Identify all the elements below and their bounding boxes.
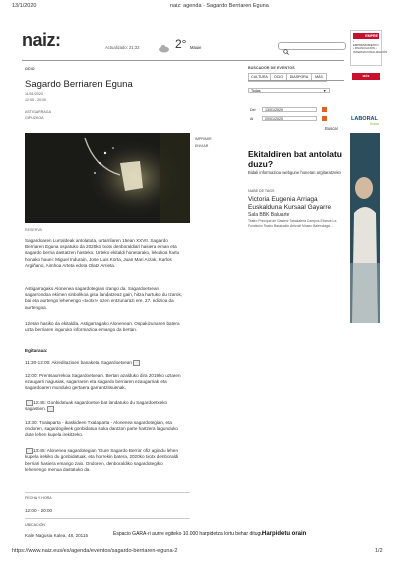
paragraph-2: Astigarragako Alonenea sagardotegian izango da. Sagardoetxean sagarrondoa ekimen sinbolikoa gisa landatzeaz gain, hitza hartuko du Izarok, bai eta aurtengo lehenengo «txotx!» ozen entzunarazi ere. 27. edizioa da aurtengoa. [25, 286, 183, 310]
ubicacion-label: UBICACIÓN [25, 523, 45, 527]
search-button[interactable]: Buscar [325, 126, 339, 131]
program-item: 11:30-12:00: Akreditazioen banaketa Sagardoetxean [25, 360, 185, 366]
ad-laboral-kutxa[interactable]: LABORAL Kutxa [350, 113, 380, 323]
tab-diaspora[interactable]: DIASPORA [286, 73, 312, 82]
category-select[interactable]: Todas [248, 88, 330, 93]
from-label: Del [250, 108, 256, 112]
tag-cloud-small[interactable]: Teatro Principal de Gasteiz Tabakalera Campos Elíseos La Fundición Teatro Barakaldo Antzoki Museo Balenciaga... [248, 219, 337, 228]
promo-subtitle: Bidali informazioa webgune honetan argitaratzeko [248, 170, 341, 175]
chevron-down-icon[interactable]: ▼ [323, 89, 327, 93]
print-date: 13/1/2020 [12, 3, 37, 9]
header-divider [22, 60, 344, 61]
to-label: Al [250, 117, 254, 121]
fecha-value: 12:00 - 20:00 [25, 508, 53, 513]
program-item: 13:30: Txalaparta - ikaskideen Txalaparta - Alonenea sagardotegian, eta ondoren, sagardogileek gonbidatua soka dantzan parte hartzera lagunduko dute lehen kupela irekitzeko. [25, 420, 178, 438]
from-date-input[interactable]: 13/01/2020 [262, 107, 317, 112]
image-placeholder-icon [133, 360, 140, 366]
naiz-logo[interactable]: naiz: [22, 30, 61, 50]
event-photo [25, 133, 190, 223]
ticker-text: Espacio GARA-ri aurre egiteko 10.000 harpidetza lortu behar ditugu [113, 531, 264, 537]
event-date: 11/01/2020 [25, 92, 43, 96]
program-item: 12:45: Gonbidatuak sagardoetxe bat landatuko du Sagardoetxeko sagastien. [25, 400, 168, 412]
event-time: 12:00 - 20:00 [25, 98, 47, 102]
ad-emprende[interactable]: EMPRE • EMPRENDIMIENTO • FINANCIACIÓN • INTERNACIONALIZACIÓN [350, 30, 382, 66]
updated-time: Actualizado: 21:33 [105, 45, 140, 50]
print-page: 1/2 [375, 548, 383, 554]
nav-active-section[interactable]: OCIO [25, 67, 35, 71]
section-divider [25, 492, 190, 493]
tab-mas[interactable]: MÁS [311, 73, 327, 82]
section-divider [25, 518, 190, 519]
tags-label: NUBE DE TAGS [248, 189, 275, 193]
tabs-divider [248, 80, 344, 81]
paragraph-1: Sagardoaren Lurraldeak antolatuta, urtarrilaren 15ean XXVII. Sagardo Berriaren Eguna ospatuko da 2020ko txotx denboraldiari hasiera eman eta sagardo berria dastatzen hasteko. Urteko ekitaldi honetarako, lekukoa hartu honako hauei: Miguel Indurain, Jose Luis Korta, Juan Mari Arzak, Karlos Argiñano, Aimhoa Arteta edota Olatz Arrieta. [25, 238, 180, 268]
calendar-icon[interactable] [322, 107, 327, 112]
program-item: 13:45: Alonenea sagardotegian 'Gure Sagardo Berria' ofiz agindu lehen kupela irekiko du gonbidatuak, eta horrekin batera, 2020ko txotx denboraldi berriari hasiera emango zaio. Ondoren, denboraldiko sagardotegiko lehenengo menua dastatuko da. [25, 448, 179, 472]
program-heading: Egitaraua: [25, 348, 48, 353]
image-placeholder-icon [26, 448, 33, 454]
paragraph-3: 12etan hasiko da ekitaldia. Astigarragako Alonenean. Ospakizunaren batera uzta berriaren inguruko informazioa emango da bertan. [25, 321, 180, 333]
promo-title[interactable]: Ekitaldiren bat antolatu duzu? [248, 149, 342, 169]
temperature: 2° [175, 37, 187, 51]
subscribe-link[interactable]: Harpidetu orain [262, 531, 307, 537]
tab-cultura[interactable]: CULTURA [248, 73, 271, 82]
photo-credit: RESERVA [25, 228, 42, 232]
to-date-input[interactable]: 20/01/2020 [262, 116, 317, 121]
calendar-icon[interactable] [322, 116, 327, 121]
image-placeholder-icon [47, 406, 54, 412]
fecha-label: FECHA Y HORA [25, 496, 52, 500]
program-item: 12:00: Prentsaurrekoa Sagardoetxean. Bertan azalduko dira 2019ko uztaren ezaugarri nagusiak, sagarraren eta sagardo berriaren ezaugarriak eta sagardoaren munduko gertaera garrantzitsuenak. [25, 373, 181, 391]
send-link[interactable]: ENVIAR [195, 144, 209, 148]
event-province[interactable]: GIPUZKOA [25, 116, 44, 120]
ubicacion-value: Kale Nagusia Kalea, 48, 20115 [25, 533, 88, 538]
weather-cloud-icon [158, 40, 170, 49]
search-icon[interactable] [283, 42, 289, 48]
image-placeholder-icon [26, 400, 33, 406]
tag-cloud-large[interactable]: Victoria Eugenia Arriaga Euskalduna Kursaal Gayarre [248, 196, 332, 211]
tag-cloud-medium[interactable]: Sala BBK Baluarte [248, 212, 290, 218]
event-search-label: BUSCADOR DE EVENTOS [248, 66, 295, 70]
event-town[interactable]: ASTIGARRAGA [25, 110, 51, 114]
weather-location: Mauie [190, 45, 202, 50]
print-link[interactable]: IMPRIMIR [195, 137, 212, 141]
print-url: https://www.naiz.eus/es/agenda/eventos/sagardo-berriaren-eguna-2 [12, 548, 178, 554]
ad-more-info-button[interactable]: MÁS INFORMACIÓN [352, 73, 380, 80]
event-title: Sagardo Berriaren Eguna [25, 79, 133, 90]
tab-ocio[interactable]: OCIO [270, 73, 287, 82]
print-title: naiz: agenda - Sagardo Berriaren Eguna [170, 3, 269, 9]
